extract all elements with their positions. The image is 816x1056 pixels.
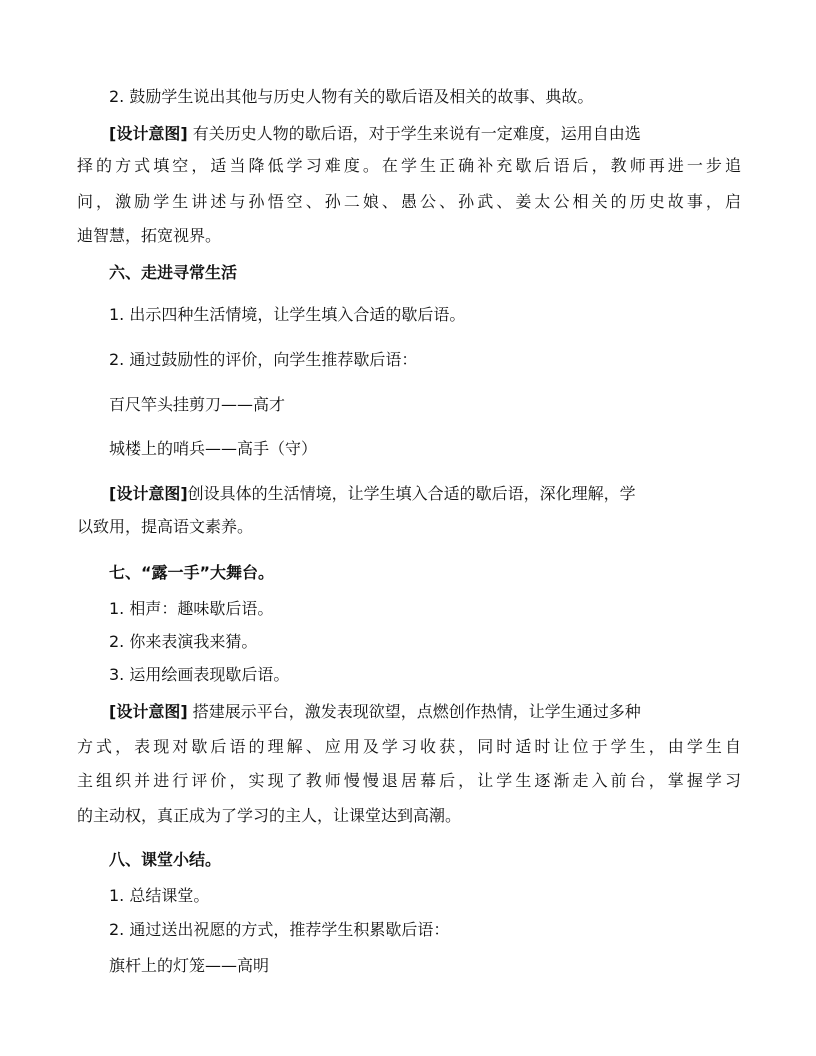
section-6-proverb-1: 百尺竿头挂剪刀——高才 — [109, 395, 286, 414]
design-intent-text: 创设具体的生活情境，让学生填入合适的歇后语，深化理解，学 — [187, 484, 636, 503]
section-8-proverb-1: 旗杆上的灯笼——高明 — [109, 956, 270, 975]
design-intent-3-line-4: 的主动权，真正成为了学习的主人，让课堂达到高潮。 — [77, 806, 462, 825]
design-intent-text: 搭建展示平台，激发表现欲望，点燃创作热情，让学生通过多种 — [187, 702, 641, 721]
section-6-item-1: 1. 出示四种生活情境，让学生填入合适的歇后语。 — [109, 305, 466, 324]
design-intent-2-line-1 — [109, 484, 741, 504]
section-6-heading: 六、走进寻常生活 — [109, 263, 238, 282]
section-8-item-2: 2. 通过送出祝愿的方式，推荐学生积累歇后语： — [109, 920, 450, 939]
design-intent-2-line-2: 以致用，提高语文素养。 — [77, 517, 254, 536]
paragraph-encourage-stories: 2. 鼓励学生说出其他与历史人物有关的歇后语及相关的故事、典故。 — [109, 87, 594, 106]
section-7-item-3: 3. 运用绘画表现歇后语。 — [109, 665, 290, 684]
design-intent-1-line-4: 迪智慧，拓宽视界。 — [77, 226, 222, 245]
section-7-heading: 七、“露一手”大舞台。 — [109, 563, 275, 582]
section-7-item-1: 1. 相声：趣味歇后语。 — [109, 599, 274, 618]
design-intent-3-line-2: 方式，表现对歇后语的理解、应用及学习收获，同时适时让位于学生，由学生自 — [77, 737, 741, 756]
design-intent-1-line-3: 问，激励学生讲述与孙悟空、孙二娘、愚公、孙武、姜太公相关的历史故事，启 — [77, 192, 741, 211]
design-intent-1-line-1 — [109, 124, 741, 144]
design-intent-3-line-3: 主组织并进行评价，实现了教师慢慢退居幕后，让学生逐渐走入前台，掌握学习 — [77, 771, 741, 790]
design-intent-label: [设计意图] — [109, 484, 188, 503]
design-intent-3-line-1 — [109, 702, 741, 722]
section-7-item-2: 2. 你来表演我来猜。 — [109, 632, 258, 651]
section-6-proverb-2: 城楼上的哨兵——高手（守） — [109, 439, 318, 458]
design-intent-label: [设计意图] — [109, 124, 188, 143]
design-intent-1-line-2: 择的方式填空，适当降低学习难度。在学生正确补充歇后语后，教师再进一步追 — [77, 156, 741, 175]
design-intent-text: 有关历史人物的歇后语，对于学生来说有一定难度，运用自由选 — [187, 124, 641, 143]
design-intent-label: [设计意图] — [109, 702, 188, 721]
section-8-item-1: 1. 总结课堂。 — [109, 886, 210, 905]
section-6-item-2: 2. 通过鼓励性的评价，向学生推荐歇后语： — [109, 350, 418, 369]
section-8-heading: 八、课堂小结。 — [109, 850, 222, 869]
